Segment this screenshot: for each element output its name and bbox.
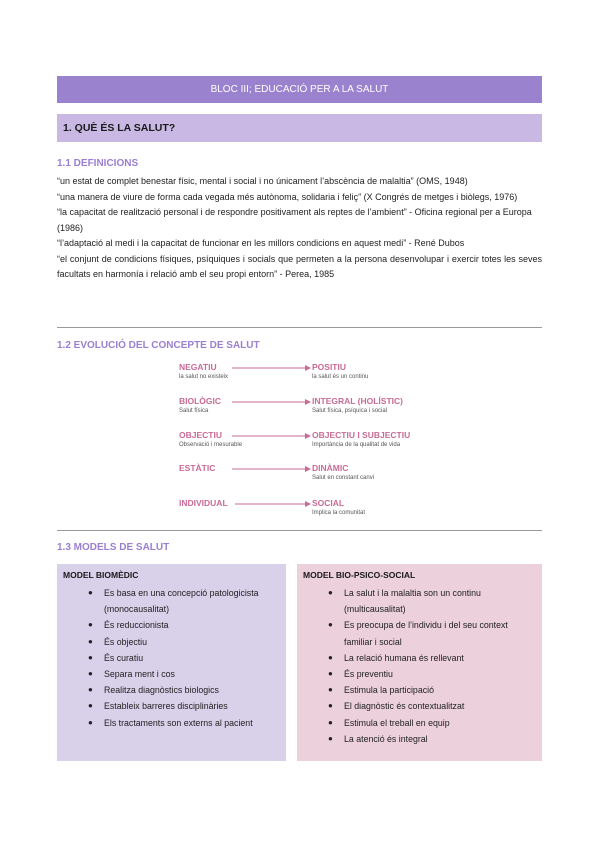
list-item — [303, 682, 536, 698]
list-item — [303, 650, 536, 666]
list-item-text: Estableix barreres disciplinàries — [104, 701, 228, 712]
evolution-heading: 1.2 EVOLUCIÓ DEL CONCEPTE DE SALUT — [57, 340, 260, 351]
list-item-text: La salut i la malaltia son un continu (multicausalitat) — [344, 588, 481, 615]
bullet-icon: ● — [88, 669, 93, 679]
list-item-text: És reduccionista — [104, 620, 169, 631]
evolution-row — [179, 463, 429, 487]
list-item — [63, 634, 280, 650]
list-item-text: És curatiu — [104, 652, 144, 663]
list-item-text: Estimula el treball en equip — [344, 717, 450, 728]
definition-item: “l’adaptació al medi i la capacitat de funcionar en les millors condicions en aquest medi” - René Dubos — [57, 238, 465, 248]
right-arrow-icon — [232, 363, 311, 373]
evolution-to: DINÀMIC — [312, 463, 349, 473]
right-arrow-icon — [235, 499, 311, 509]
evolution-row — [179, 430, 429, 454]
evolution-to: POSITIU — [312, 362, 347, 372]
list-item-text: Realitza diagnòstics biologics — [104, 685, 219, 696]
bullet-icon: ● — [328, 669, 333, 679]
right-arrow-icon — [232, 464, 311, 474]
list-item — [303, 698, 536, 714]
bullet-icon: ● — [328, 717, 333, 727]
bullet-icon: ● — [88, 652, 93, 662]
evolution-row — [179, 498, 429, 522]
list-item — [63, 617, 280, 633]
evolution-from: OBJECTIU — [179, 430, 222, 440]
section-title-bar: 1. QUÈ ÉS LA SALUT? — [57, 114, 542, 142]
list-item-text: Es preocupa de l’individu i del seu context familiar i social — [344, 620, 508, 647]
model-biopsicosocial-list — [303, 585, 536, 747]
bullet-icon: ● — [328, 733, 333, 743]
definition-item: “el conjunt de condicions físiques, psíquiques i socials que permeten a la persona desenvolupar i exercir totes les seves facultats en harmonía i relació amb el seu propi entorn” - Perea, 1985 — [57, 253, 542, 279]
list-item — [303, 731, 536, 747]
model-biomedic-list — [63, 585, 280, 731]
right-arrow-icon — [232, 397, 311, 407]
list-item-text: La atenció és integral — [344, 733, 428, 744]
list-item — [303, 585, 536, 617]
bullet-icon: ● — [328, 620, 333, 630]
bloc-banner: BLOC III; EDUCACIÓ PER A LA SALUT — [57, 76, 542, 103]
bullet-icon: ● — [328, 588, 333, 597]
evolution-from-sub: Observació i mesurable — [179, 442, 243, 448]
definition-item: “una manera de viure de forma cada vegada més autònoma, solidaria i feliç” (X Congrés de metges i biòlegs, 1976) — [57, 191, 518, 202]
definition-item: “un estat de complet benestar físic, mental i social i no únicament l’abscència de malaltia” (OMS, 1948) — [57, 176, 468, 186]
list-item-text: Es basa en una concepció patologicista (monocausalitat) — [104, 588, 259, 615]
list-item-text: Separa ment i cos — [104, 669, 175, 680]
evolution-row — [179, 396, 429, 420]
list-item — [303, 617, 536, 649]
list-item-text: Estimula la participació — [344, 685, 434, 696]
evolution-to-sub: Importància de la qualitat de vida — [312, 442, 401, 448]
evolution-from: INDIVIDUAL — [179, 498, 228, 508]
bullet-icon: ● — [88, 701, 93, 711]
definition-item: “la capacitat de realització personal i de respondre positivament als reptes de l’ambient” - Oficina regional per a Europa (1986) — [57, 207, 532, 233]
evolution-to: SOCIAL — [312, 498, 345, 508]
bullet-icon: ● — [328, 652, 333, 662]
bullet-icon: ● — [88, 636, 93, 646]
list-item — [63, 666, 280, 682]
divider — [57, 530, 542, 531]
model-biopsicosocial-title: MODEL BIO-PSICO-SOCIAL — [303, 570, 416, 580]
list-item — [63, 650, 280, 666]
bullet-icon: ● — [328, 685, 333, 695]
evolution-from: NEGATIU — [179, 362, 217, 372]
evolution-to-sub: Implica la comunitat — [312, 510, 366, 516]
list-item-text: És objectiu — [104, 636, 148, 647]
evolution-row — [179, 362, 429, 386]
list-item-text: El diagnòstic és contextualitzat — [344, 701, 465, 712]
evolution-to: OBJECTIU I SUBJECTIU — [312, 430, 411, 440]
divider — [57, 327, 542, 328]
list-item — [303, 666, 536, 682]
list-item — [303, 715, 536, 731]
list-item-text: Els tractaments son externs al pacient — [104, 717, 253, 728]
evolution-to-sub: la salut és un continu — [312, 374, 369, 380]
list-item — [63, 698, 280, 714]
list-item-text: És preventiu — [344, 669, 393, 680]
definitions-heading: 1.1 DEFINICIONS — [57, 158, 139, 169]
bullet-icon: ● — [328, 701, 333, 711]
right-arrow-icon — [232, 431, 311, 441]
evolution-to: INTEGRAL (HOLÍSTIC) — [312, 396, 403, 406]
evolution-from-sub: la salut no existeix — [179, 374, 229, 380]
definitions-list — [57, 174, 542, 283]
model-biopsicosocial-box — [297, 564, 542, 761]
bullet-icon: ● — [88, 620, 93, 630]
model-biomedic-box — [57, 564, 286, 761]
bullet-icon: ● — [88, 717, 93, 727]
model-biomedic-title: MODEL BIOMÈDIC — [63, 570, 139, 580]
evolution-to-sub: Salut física, psíquica i social — [312, 408, 388, 414]
evolution-from: BIOLÒGIC — [179, 396, 222, 406]
bullet-icon: ● — [88, 588, 93, 597]
evolution-from: ESTÀTIC — [179, 463, 216, 473]
models-heading: 1.3 MODELS DE SALUT — [57, 542, 170, 553]
bullet-icon: ● — [88, 685, 93, 695]
list-item — [63, 682, 280, 698]
evolution-to-sub: Salut en constant canvi — [312, 475, 375, 481]
list-item-text: La relació humana és rellevant — [344, 652, 464, 663]
list-item — [63, 585, 280, 617]
list-item — [63, 715, 280, 731]
evolution-from-sub: Salut física — [179, 408, 209, 414]
